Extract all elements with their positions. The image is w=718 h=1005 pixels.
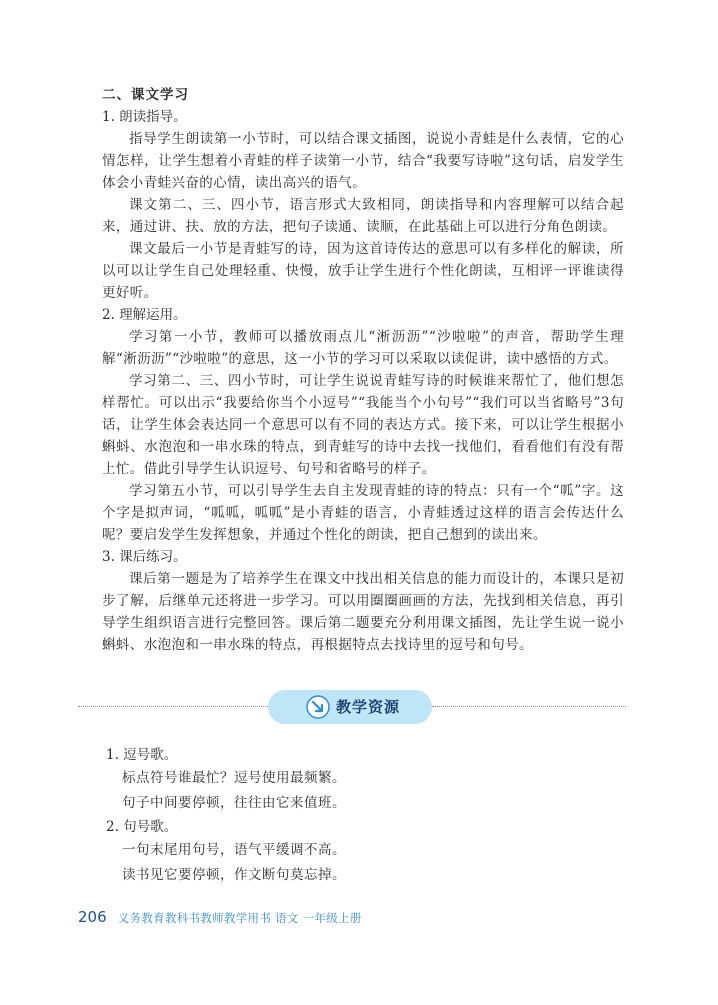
period-song-line-1: 一句末尾用句号，语气平缓调不高。 — [122, 842, 346, 858]
resource-banner-label: 教学资源 — [336, 698, 401, 716]
dotted-rule-right — [432, 706, 626, 707]
resource-banner — [268, 690, 432, 724]
book-title: 义务教育教科书教师教学用书 语文 一年级上册 — [117, 911, 362, 925]
paragraph-7: 课后第一题是为了培养学生在课文中找出相关信息的能力而设计的，本课只是初步了解，后继单元还将进一步学习。可以用圈圈画画的方法，先找到相关信息，再引导学生组织语言进行完整回答。课后第二题要充分利用课文插图，先让学生说一说小蝌蚪、水泡泡和一串水珠的特点，再根据特点去找诗里的逗号和句号。 — [102, 571, 624, 653]
resource-divider — [78, 690, 626, 724]
resource-list — [106, 744, 606, 888]
comma-song-line-1: 标点符号谁最忙？逗号使用最频繁。 — [122, 770, 346, 786]
arrow-down-right-icon — [306, 695, 330, 719]
paragraph-1: 指导学生朗读第一小节时，可以结合课文插图，说说小青蛙是什么表情，它的心情怎样，让学生想着小青蛙的样子读第一小节，结合“我要写诗啦”这句话，启发学生体会小青蛙兴奋的心情，读出高兴的语气。 — [102, 131, 624, 191]
resource-item-period-song: 2. 句号歌。 — [106, 819, 178, 835]
paragraph-5: 学习第二、三、四小节时，可让学生说说青蛙写诗的时候谁来帮忙了，他们想怎样帮忙。可以出示“我要给你当个小逗号”“我能当个小句号”“我们可以当省略号”3句话，让学生体会表达同一个意思可以有不同的表达方式。接下来，可以让学生根据小蝌蚪、水泡泡和一串水珠的特点，到青蛙写的诗中去找一找他们，看看他们有没有帮上忙。借此引导学生认识逗号、句号和省略号的样子。 — [102, 373, 624, 477]
paragraph-3: 课文最后一小节是青蛙写的诗，因为这首诗传达的意思可以有多样化的解读，所以可以让学生自己处理轻重、快慢，放手让学生进行个性化朗读，互相评一评谁读得更好听。 — [102, 241, 624, 301]
item-understanding: 2. 理解运用。 — [102, 307, 187, 323]
page-footer — [78, 907, 362, 927]
comma-song-line-2: 句子中间要停顿，往往由它来值班。 — [122, 795, 346, 811]
lesson-study-section — [102, 84, 624, 656]
section-heading: 二、课文学习 — [102, 87, 189, 103]
period-song-line-2: 读书见它要停顿，作文断句莫忘掉。 — [122, 867, 346, 883]
paragraph-6: 学习第五小节，可以引导学生去自主发现青蛙的诗的特点：只有一个“呱”字。这个字是拟声词，“呱呱，呱呱”是小青蛙的语言，小青蛙透过这样的语言会传达什么呢？要启发学生发挥想象，并通过个性化的朗读，把自己想到的读出来。 — [102, 483, 624, 543]
dotted-rule-left — [78, 706, 270, 707]
paragraph-2: 课文第二、三、四小节，语言形式大致相同，朗读指导和内容理解可以结合起来，通过讲、扶、放的方法，把句子读通、读顺，在此基础上可以进行分角色朗读。 — [102, 197, 624, 235]
resource-item-comma-song: 1. 逗号歌。 — [106, 747, 178, 763]
paragraph-4: 学习第一小节，教师可以播放雨点儿“淅沥沥”“沙啦啦”的声音，帮助学生理解“淅沥沥”“沙啦啦”的意思，这一小节的学习可以采取以读促讲，读中感悟的方式。 — [102, 329, 624, 367]
item-reading-guidance: 1. 朗读指导。 — [102, 109, 187, 125]
page-number: 206 — [78, 908, 107, 926]
item-exercises: 3. 课后练习。 — [102, 549, 187, 565]
